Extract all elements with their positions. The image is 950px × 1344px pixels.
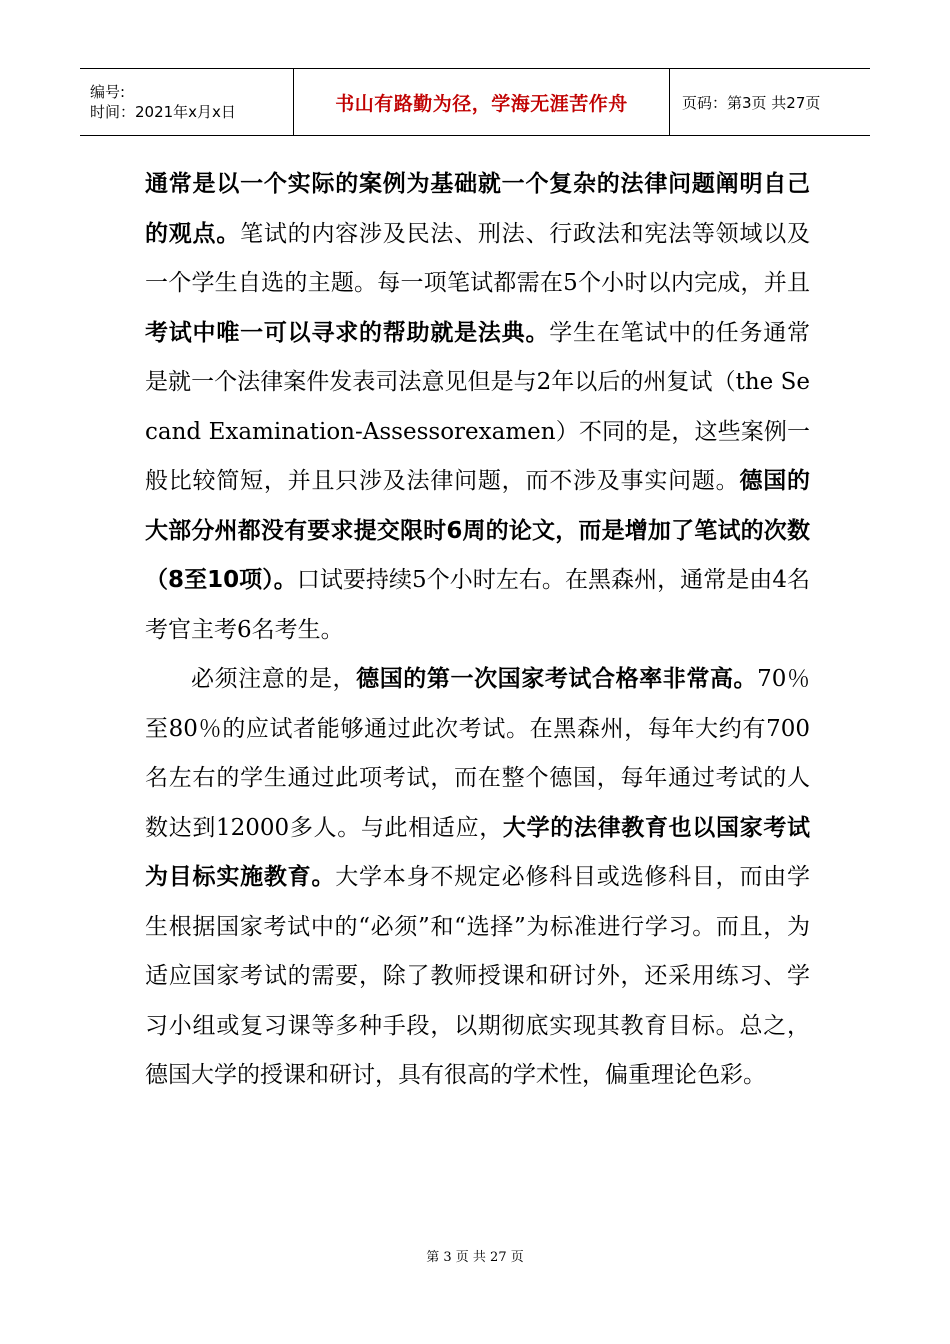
body-text: 70％至80％的应试者能够通过此次考试。在黑森州，每年大约有700名左右的学生通过此项考试，而在整个德国，每年通过考试的人数达到12000多人。与此相适应， — [145, 666, 810, 841]
header-motto: 书山有路勤为径，学海无涯苦作舟 — [335, 92, 628, 115]
body-text: 学生在笔试中的任务通常是就一个法律案件发表司法意见但是与2年以后的州复试（the Secand Examination-Assessorexamen）不同的是，这些案例一般比较简短，并且只涉及法律问题，而不涉及事实问题。 — [145, 319, 811, 494]
body-text: 笔试的内容涉及民法、刑法、行政法和宪法等领域以及一个学生自选的主题。每一项笔试都需在5个小时以内完成，并且 — [145, 220, 811, 296]
body-text: 口试要持续5个小时左右。在黑森州，通常是由4名考官主考6名考生。 — [145, 567, 810, 643]
page-footer: 第 3 页 共 27 页 — [426, 1250, 524, 1265]
body-text: 大学本身不规定必修科目或选修科目，而由学生根据国家考试中的“必须”和“选择”为标准进行学习。而且，为适应国家考试的需要，除了教师授课和研讨外，还采用练习、学习小组或复习课等多种手段，以期彻底实现其教育目标。总之，德国大学的授课和研讨，具有很高的学术性，偏重理论色彩。 — [145, 864, 811, 1088]
body-text: 必须注意的是， — [191, 666, 357, 692]
bold-text: 考试中唯一可以寻求的帮助就是法典。 — [145, 319, 550, 346]
document-date: 时间：2021年x月x日 — [90, 103, 236, 121]
document-header — [80, 68, 870, 136]
bold-text: 德国的大部分州都没有要求提交限时6周的论文，而是增加了笔试的次数（8至10项）。 — [145, 468, 811, 593]
header-page-code: 页码：第3页 共27页 — [670, 69, 871, 136]
document-body — [145, 160, 810, 1101]
bold-text: 通常是以一个实际的案例为基础就一个复杂的法律问题阐明自己的观点。 — [145, 171, 810, 247]
document-number-label: 编号: — [90, 83, 126, 101]
paragraph-1 — [145, 160, 810, 655]
bold-text: 大学的法律教育也以国家考试为目标实施教育。 — [145, 814, 810, 890]
header-motto-cell — [294, 69, 670, 136]
header-meta — [80, 69, 294, 136]
bold-text: 德国的第一次国家考试合格率非常高。 — [356, 666, 758, 692]
paragraph-2 — [145, 655, 810, 1101]
